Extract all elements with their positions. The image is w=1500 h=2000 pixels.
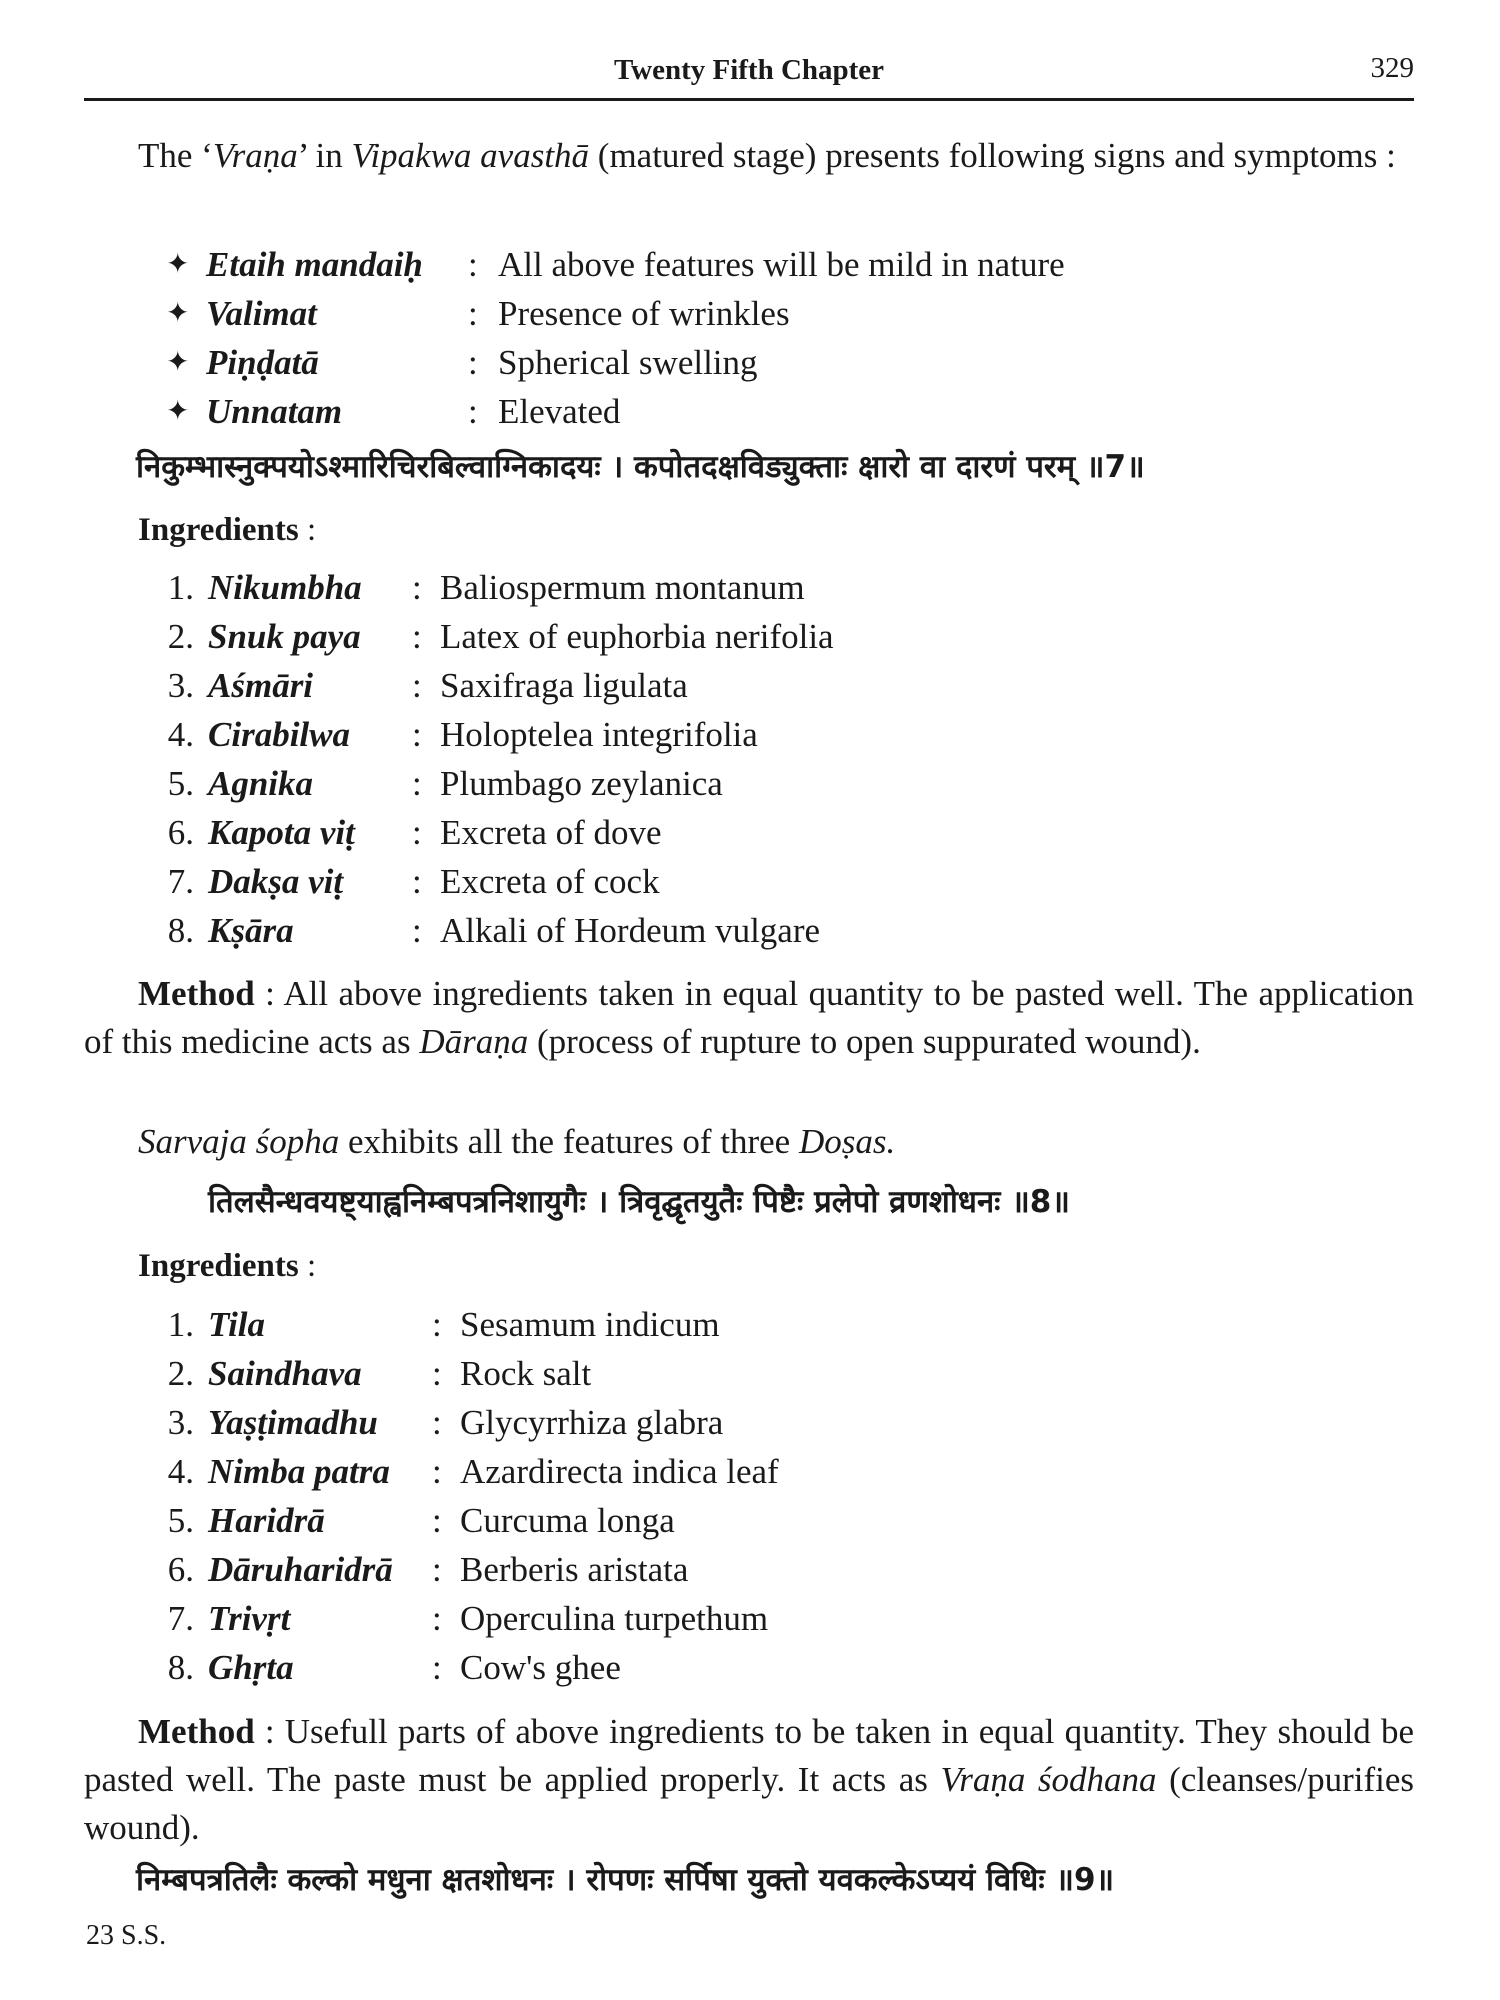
page-number: 329	[1370, 52, 1414, 84]
sarvaja-paragraph: Sarvaja śopha exhibits all the features of three Doṣas.	[138, 1122, 896, 1161]
method-label: Method	[138, 1712, 255, 1751]
list-item: ✦ Piṇḍatā : Spherical swelling	[0, 338, 1500, 387]
list-item: 2. Snuk paya : Latex of euphorbia nerifolia	[167, 617, 834, 656]
term-darana: Dāraṇa	[419, 1022, 529, 1061]
star-bullet-icon: ✦	[166, 298, 190, 329]
list-item: 1. Nikumbha : Baliospermum montanum	[167, 568, 805, 607]
intro-paragraph: The ‘Vraṇa’ in Vipakwa avasthā (matured stage) presents following signs and symptoms :	[138, 136, 1396, 175]
method-paragraph-2: Method : Usefull parts of above ingredients to be taken in equal quantity. They should be pasted well. The paste must be applied properly. It acts as Vraṇa śodhana (cleanses/purifies wound).	[84, 1712, 1414, 1847]
list-item: 7. Trivṛt : Operculina turpethum	[167, 1599, 769, 1638]
ingredients-heading-2: Ingredients :	[138, 1248, 317, 1284]
chapter-title: Twenty Fifth Chapter	[613, 54, 885, 86]
sanskrit-verse-9: निम्बपत्रतिलैः कल्को मधुना क्षतशोधनः । रोपणः सर्पिषा युक्तो यवकल्केऽप्ययं विधिः ॥9॥	[136, 1862, 1115, 1898]
list-item: 2. Saindhava : Rock salt	[167, 1354, 592, 1393]
sanskrit-verse-8: तिलसैन्धवयष्ट्याह्वनिम्बपत्रनिशायुगैः । त्रिवृद्घृतयुतैः पिष्टैः प्रलेपो व्रणशोधनः ॥8॥	[208, 1184, 1070, 1220]
symptom-list	[0, 240, 1500, 436]
list-item: 6. Kapota viṭ : Excreta of dove	[167, 813, 662, 852]
ingredients-heading-1: Ingredients :	[138, 512, 317, 548]
list-item: 7. Dakṣa viṭ : Excreta of cock	[167, 862, 660, 901]
list-item: 3. Yaṣṭimadhu : Glycyrrhiza glabra	[167, 1403, 724, 1442]
term-vrana-sodhana: Vraṇa śodhana	[940, 1760, 1157, 1799]
list-item: 8. Ghṛta : Cow's ghee	[167, 1648, 621, 1687]
list-item: 1. Tila : Sesamum indicum	[167, 1305, 720, 1344]
list-item: 8. Kṣāra : Alkali of Hordeum vulgare	[167, 911, 821, 950]
method-paragraph-1: Method : All above ingredients taken in equal quantity to be pasted well. The application of this medicine acts as Dāraṇa (process of rupture to open suppurated wound).	[84, 974, 1414, 1061]
list-item: 5. Agnika : Plumbago zeylanica	[167, 764, 723, 803]
term-vrana: Vraṇa	[212, 136, 298, 175]
list-item: ✦ Unnatam : Elevated	[0, 387, 1500, 436]
running-head	[84, 48, 1414, 101]
ingredient-list-1	[0, 563, 1500, 955]
list-item: ✦ Valimat : Presence of wrinkles	[0, 289, 1500, 338]
signature-mark: 23 S.S.	[86, 1920, 167, 1951]
star-bullet-icon: ✦	[166, 347, 190, 378]
list-item: 6. Dāruharidrā : Berberis aristata	[167, 1550, 689, 1589]
list-item: 5. Haridrā : Curcuma longa	[167, 1501, 675, 1540]
list-item: ✦ Etaih mandaiḥ : All above features will be mild in nature	[0, 240, 1500, 289]
star-bullet-icon: ✦	[166, 396, 190, 427]
sanskrit-verse-7: निकुम्भास्नुक्पयोऽश्मारिचिरबिल्वाग्निकादयः । कपोतदक्षविड्युक्ताः क्षारो वा दारणं परम् ॥7॥	[136, 449, 1145, 485]
star-bullet-icon: ✦	[166, 249, 190, 280]
term-vipakwa: Vipakwa avasthā	[351, 136, 590, 175]
ingredient-list-2	[0, 1300, 1500, 1692]
list-item: 4. Cirabilwa : Holoptelea integrifolia	[167, 715, 758, 754]
method-label: Method	[138, 974, 255, 1013]
list-item: 3. Aśmāri : Saxifraga ligulata	[167, 666, 688, 705]
list-item: 4. Nimba patra : Azardirecta indica leaf	[167, 1452, 779, 1491]
